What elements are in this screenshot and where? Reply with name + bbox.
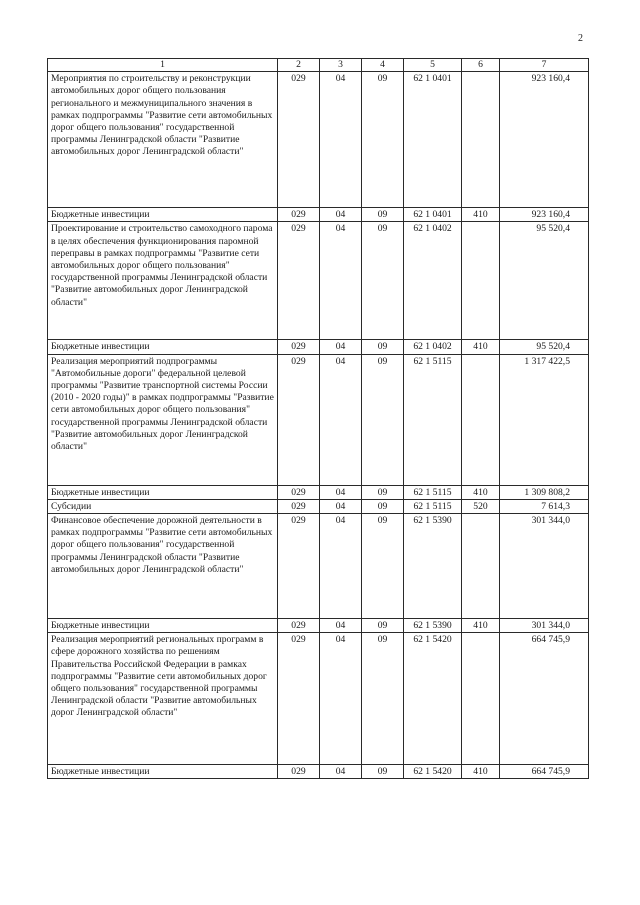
target-code: 62 1 0402	[404, 340, 462, 354]
subsection-code: 09	[362, 354, 404, 485]
table-row	[48, 354, 589, 485]
table-row	[48, 208, 589, 222]
target-code: 62 1 5420	[404, 633, 462, 765]
table-row	[48, 222, 589, 340]
table-row	[48, 72, 589, 208]
amount: 7 614,3	[500, 499, 589, 513]
section-code: 04	[320, 208, 362, 222]
section-code: 04	[320, 499, 362, 513]
section-code: 04	[320, 222, 362, 340]
target-code: 62 1 0402	[404, 222, 462, 340]
item-name: Бюджетные инвестиции	[48, 208, 278, 222]
subsection-code: 09	[362, 765, 404, 779]
section-code: 04	[320, 72, 362, 208]
amount: 301 344,0	[500, 619, 589, 633]
expense-type-code	[462, 222, 500, 340]
subsection-code: 09	[362, 222, 404, 340]
target-code: 62 1 5115	[404, 485, 462, 499]
expense-type-code: 410	[462, 485, 500, 499]
ministry-code: 029	[278, 72, 320, 208]
target-code: 62 1 5390	[404, 619, 462, 633]
target-code: 62 1 5390	[404, 514, 462, 619]
amount: 301 344,0	[500, 514, 589, 619]
column-header: 5	[404, 59, 462, 72]
target-code: 62 1 5115	[404, 499, 462, 513]
amount: 1 309 808,2	[500, 485, 589, 499]
column-header: 7	[500, 59, 589, 72]
subsection-code: 09	[362, 208, 404, 222]
budget-table	[47, 58, 589, 779]
subsection-code: 09	[362, 340, 404, 354]
item-name: Бюджетные инвестиции	[48, 765, 278, 779]
table-row	[48, 340, 589, 354]
expense-type-code: 410	[462, 208, 500, 222]
column-header: 3	[320, 59, 362, 72]
section-code: 04	[320, 340, 362, 354]
item-name: Субсидии	[48, 499, 278, 513]
expense-type-code: 410	[462, 340, 500, 354]
amount: 923 160,4	[500, 208, 589, 222]
subsection-code: 09	[362, 72, 404, 208]
item-name: Реализация мероприятий региональных программ в сфере дорожного хозяйства по решениям Правительства Российской Федерации в рамках подпрограммы "Развитие сети автомобильных дорог общего пользования" государственной программы Ленинградской области "Развитие автомобильных дорог Ленинградской области"	[48, 633, 278, 765]
expense-type-code	[462, 514, 500, 619]
section-code: 04	[320, 765, 362, 779]
table-row	[48, 619, 589, 633]
table-row	[48, 765, 589, 779]
section-code: 04	[320, 514, 362, 619]
target-code: 62 1 0401	[404, 208, 462, 222]
table-row	[48, 633, 589, 765]
ministry-code: 029	[278, 208, 320, 222]
expense-type-code	[462, 633, 500, 765]
expense-type-code	[462, 72, 500, 208]
ministry-code: 029	[278, 619, 320, 633]
ministry-code: 029	[278, 499, 320, 513]
item-name: Проектирование и строительство самоходного парома в целях обеспечения функционирования паромной переправы в рамках подпрограммы "Развитие сети автомобильных дорог общего пользования" государственной программы Ленинградской области "Развитие автомобильных дорог Ленинградской области"	[48, 222, 278, 340]
ministry-code: 029	[278, 633, 320, 765]
amount: 664 745,9	[500, 765, 589, 779]
ministry-code: 029	[278, 340, 320, 354]
item-name: Бюджетные инвестиции	[48, 340, 278, 354]
expense-type-code	[462, 354, 500, 485]
page-number: 2	[578, 33, 583, 44]
section-code: 04	[320, 633, 362, 765]
expense-type-code: 520	[462, 499, 500, 513]
subsection-code: 09	[362, 499, 404, 513]
expense-type-code: 410	[462, 765, 500, 779]
item-name: Мероприятия по строительству и реконструкции автомобильных дорог общего пользования регионального и межмуниципального значения в рамках подпрограммы "Развитие сети автомобильных дорог общего пользования" государственной программы Ленинградской области "Развитие автомобильных дорог Ленинградской области"	[48, 72, 278, 208]
column-header: 1	[48, 59, 278, 72]
column-header: 2	[278, 59, 320, 72]
section-code: 04	[320, 354, 362, 485]
amount: 1 317 422,5	[500, 354, 589, 485]
section-code: 04	[320, 485, 362, 499]
subsection-code: 09	[362, 633, 404, 765]
subsection-code: 09	[362, 485, 404, 499]
target-code: 62 1 5115	[404, 354, 462, 485]
column-header: 6	[462, 59, 500, 72]
ministry-code: 029	[278, 354, 320, 485]
table-row	[48, 485, 589, 499]
item-name: Реализация мероприятий подпрограммы "Автомобильные дороги" федеральной целевой программы "Развитие транспортной системы России (2010 - 2020 годы)" в рамках подпрограммы "Развитие сети автомобильных дорог общего пользования" государственной программы Ленинградской области "Развитие автомобильных дорог Ленинградской области"	[48, 354, 278, 485]
target-code: 62 1 5420	[404, 765, 462, 779]
amount: 95 520,4	[500, 340, 589, 354]
item-name: Бюджетные инвестиции	[48, 485, 278, 499]
subsection-code: 09	[362, 514, 404, 619]
item-name: Бюджетные инвестиции	[48, 619, 278, 633]
target-code: 62 1 0401	[404, 72, 462, 208]
table-row	[48, 499, 589, 513]
ministry-code: 029	[278, 485, 320, 499]
amount: 95 520,4	[500, 222, 589, 340]
table-row	[48, 514, 589, 619]
column-header: 4	[362, 59, 404, 72]
ministry-code: 029	[278, 222, 320, 340]
expense-type-code: 410	[462, 619, 500, 633]
subsection-code: 09	[362, 619, 404, 633]
ministry-code: 029	[278, 514, 320, 619]
section-code: 04	[320, 619, 362, 633]
item-name: Финансовое обеспечение дорожной деятельности в рамках подпрограммы "Развитие сети автомобильных дорог общего пользования" государственной программы Ленинградской области "Развитие автомобильных дорог Ленинградской области"	[48, 514, 278, 619]
ministry-code: 029	[278, 765, 320, 779]
amount: 664 745,9	[500, 633, 589, 765]
table-header-row	[48, 59, 589, 72]
amount: 923 160,4	[500, 72, 589, 208]
